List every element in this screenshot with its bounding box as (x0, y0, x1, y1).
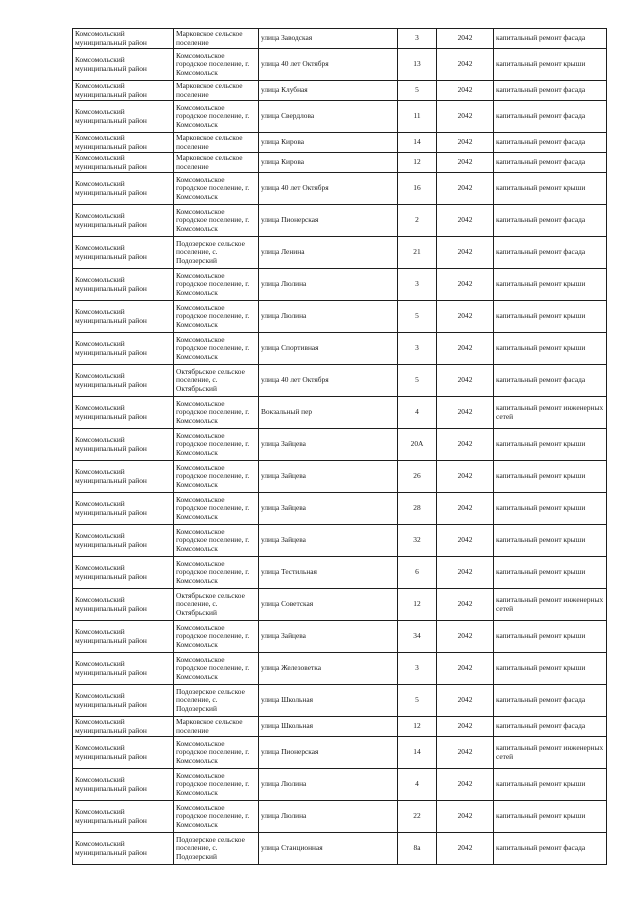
year-cell: 2042 (437, 49, 494, 81)
street-cell: улица Зайцева (259, 493, 398, 525)
table-row (73, 461, 607, 493)
year-cell: 2042 (437, 173, 494, 205)
table-row (73, 525, 607, 557)
district-cell: Комсомольский муниципальный район (73, 237, 174, 269)
street-cell: улица Тестильная (259, 557, 398, 589)
settlement-cell: Комсомольское городское поселение, г. Комсомольск (174, 173, 259, 205)
settlement-cell: Комсомольское городское поселение, г. Комсомольск (174, 269, 259, 301)
house-number-cell: 5 (398, 301, 437, 333)
district-cell: Комсомольский муниципальный район (73, 769, 174, 801)
work-type-cell: капитальный ремонт крыши (494, 557, 607, 589)
house-number-cell: 12 (398, 153, 437, 173)
table-row (73, 653, 607, 685)
work-type-cell: капитальный ремонт крыши (494, 429, 607, 461)
street-cell: улица Школьная (259, 717, 398, 737)
table-row (73, 269, 607, 301)
repair-schedule-document (72, 28, 604, 865)
year-cell: 2042 (437, 685, 494, 717)
house-number-cell: 3 (398, 29, 437, 49)
year-cell: 2042 (437, 429, 494, 461)
settlement-cell: Комсомольское городское поселение, г. Комсомольск (174, 801, 259, 833)
district-cell: Комсомольский муниципальный район (73, 49, 174, 81)
street-cell: улица Клубная (259, 81, 398, 101)
street-cell: улица Люлина (259, 801, 398, 833)
work-type-cell: капитальный ремонт инженерных сетей (494, 589, 607, 621)
street-cell: улица Заводская (259, 29, 398, 49)
year-cell: 2042 (437, 365, 494, 397)
work-type-cell: капитальный ремонт крыши (494, 621, 607, 653)
work-type-cell: капитальный ремонт фасада (494, 101, 607, 133)
house-number-cell: 5 (398, 365, 437, 397)
street-cell: улица Ленина (259, 237, 398, 269)
house-number-cell: 3 (398, 269, 437, 301)
year-cell: 2042 (437, 101, 494, 133)
house-number-cell: 5 (398, 81, 437, 101)
street-cell: улица Свердлова (259, 101, 398, 133)
district-cell: Комсомольский муниципальный район (73, 801, 174, 833)
settlement-cell: Подозерское сельское поселение, с. Подозерский (174, 833, 259, 865)
street-cell: Вокзальный пер (259, 397, 398, 429)
district-cell: Комсомольский муниципальный район (73, 717, 174, 737)
work-type-cell: капитальный ремонт фасада (494, 205, 607, 237)
house-number-cell: 21 (398, 237, 437, 269)
year-cell: 2042 (437, 621, 494, 653)
year-cell: 2042 (437, 493, 494, 525)
street-cell: улица 40 лет Октября (259, 49, 398, 81)
settlement-cell: Комсомольское городское поселение, г. Комсомольск (174, 525, 259, 557)
settlement-cell: Комсомольское городское поселение, г. Комсомольск (174, 737, 259, 769)
district-cell: Комсомольский муниципальный район (73, 589, 174, 621)
street-cell: улица Люлина (259, 269, 398, 301)
street-cell: улица Пионерская (259, 737, 398, 769)
street-cell: улица 40 лет Октября (259, 365, 398, 397)
work-type-cell: капитальный ремонт крыши (494, 769, 607, 801)
table-row (73, 29, 607, 49)
district-cell: Комсомольский муниципальный район (73, 557, 174, 589)
district-cell: Комсомольский муниципальный район (73, 173, 174, 205)
work-type-cell: капитальный ремонт инженерных сетей (494, 737, 607, 769)
settlement-cell: Подозерское сельское поселение, с. Подозерский (174, 685, 259, 717)
work-type-cell: капитальный ремонт крыши (494, 49, 607, 81)
table-row (73, 205, 607, 237)
district-cell: Комсомольский муниципальный район (73, 29, 174, 49)
settlement-cell: Марковское сельское поселение (174, 133, 259, 153)
house-number-cell: 34 (398, 621, 437, 653)
district-cell: Комсомольский муниципальный район (73, 685, 174, 717)
year-cell: 2042 (437, 237, 494, 269)
table-row (73, 769, 607, 801)
settlement-cell: Октябрьское сельское поселение, с. Октябрьский (174, 365, 259, 397)
year-cell: 2042 (437, 269, 494, 301)
district-cell: Комсомольский муниципальный район (73, 101, 174, 133)
settlement-cell: Марковское сельское поселение (174, 153, 259, 173)
district-cell: Комсомольский муниципальный район (73, 365, 174, 397)
table-row (73, 173, 607, 205)
year-cell: 2042 (437, 133, 494, 153)
work-type-cell: капитальный ремонт крыши (494, 493, 607, 525)
work-type-cell: капитальный ремонт крыши (494, 333, 607, 365)
work-type-cell: капитальный ремонт фасада (494, 29, 607, 49)
house-number-cell: 14 (398, 737, 437, 769)
table-row (73, 365, 607, 397)
settlement-cell: Октябрьское сельское поселение, с. Октябрьский (174, 589, 259, 621)
table-row (73, 333, 607, 365)
settlement-cell: Комсомольское городское поселение, г. Комсомольск (174, 49, 259, 81)
house-number-cell: 32 (398, 525, 437, 557)
work-type-cell: капитальный ремонт крыши (494, 301, 607, 333)
year-cell: 2042 (437, 801, 494, 833)
house-number-cell: 11 (398, 101, 437, 133)
table-row (73, 429, 607, 461)
district-cell: Комсомольский муниципальный район (73, 493, 174, 525)
table-row (73, 101, 607, 133)
district-cell: Комсомольский муниципальный район (73, 333, 174, 365)
district-cell: Комсомольский муниципальный район (73, 737, 174, 769)
settlement-cell: Марковское сельское поселение (174, 29, 259, 49)
year-cell: 2042 (437, 301, 494, 333)
table-row (73, 301, 607, 333)
table-row (73, 685, 607, 717)
house-number-cell: 4 (398, 769, 437, 801)
repair-schedule-table (72, 28, 607, 865)
settlement-cell: Комсомольское городское поселение, г. Комсомольск (174, 653, 259, 685)
table-row (73, 49, 607, 81)
house-number-cell: 26 (398, 461, 437, 493)
settlement-cell: Комсомольское городское поселение, г. Комсомольск (174, 101, 259, 133)
house-number-cell: 3 (398, 653, 437, 685)
work-type-cell: капитальный ремонт инженерных сетей (494, 397, 607, 429)
house-number-cell: 20А (398, 429, 437, 461)
table-row (73, 801, 607, 833)
district-cell: Комсомольский муниципальный район (73, 133, 174, 153)
work-type-cell: капитальный ремонт фасада (494, 153, 607, 173)
table-row (73, 589, 607, 621)
house-number-cell: 13 (398, 49, 437, 81)
table-row (73, 81, 607, 101)
table-row (73, 237, 607, 269)
settlement-cell: Марковское сельское поселение (174, 717, 259, 737)
district-cell: Комсомольский муниципальный район (73, 525, 174, 557)
year-cell: 2042 (437, 589, 494, 621)
district-cell: Комсомольский муниципальный район (73, 653, 174, 685)
work-type-cell: капитальный ремонт фасада (494, 365, 607, 397)
table-body (73, 29, 607, 865)
year-cell: 2042 (437, 29, 494, 49)
year-cell: 2042 (437, 557, 494, 589)
table-row (73, 621, 607, 653)
street-cell: улица Зайцева (259, 461, 398, 493)
settlement-cell: Комсомольское городское поселение, г. Комсомольск (174, 493, 259, 525)
year-cell: 2042 (437, 81, 494, 101)
settlement-cell: Марковское сельское поселение (174, 81, 259, 101)
street-cell: улица Пионерская (259, 205, 398, 237)
street-cell: улица Люлина (259, 769, 398, 801)
work-type-cell: капитальный ремонт крыши (494, 801, 607, 833)
street-cell: улица Кирова (259, 153, 398, 173)
street-cell: улица Станционная (259, 833, 398, 865)
year-cell: 2042 (437, 397, 494, 429)
year-cell: 2042 (437, 737, 494, 769)
house-number-cell: 4 (398, 397, 437, 429)
work-type-cell: капитальный ремонт крыши (494, 461, 607, 493)
work-type-cell: капитальный ремонт фасада (494, 685, 607, 717)
street-cell: улица 40 лет Октября (259, 173, 398, 205)
settlement-cell: Комсомольское городское поселение, г. Комсомольск (174, 397, 259, 429)
settlement-cell: Комсомольское городское поселение, г. Комсомольск (174, 301, 259, 333)
house-number-cell: 12 (398, 717, 437, 737)
settlement-cell: Комсомольское городское поселение, г. Комсомольск (174, 333, 259, 365)
district-cell: Комсомольский муниципальный район (73, 621, 174, 653)
work-type-cell: капитальный ремонт фасада (494, 133, 607, 153)
district-cell: Комсомольский муниципальный район (73, 397, 174, 429)
house-number-cell: 12 (398, 589, 437, 621)
street-cell: улица Спортивная (259, 333, 398, 365)
district-cell: Комсомольский муниципальный район (73, 429, 174, 461)
district-cell: Комсомольский муниципальный район (73, 205, 174, 237)
table-row (73, 833, 607, 865)
work-type-cell: капитальный ремонт крыши (494, 269, 607, 301)
work-type-cell: капитальный ремонт крыши (494, 525, 607, 557)
settlement-cell: Подозерское сельское поселение, с. Подозерский (174, 237, 259, 269)
settlement-cell: Комсомольское городское поселение, г. Комсомольск (174, 557, 259, 589)
year-cell: 2042 (437, 153, 494, 173)
year-cell: 2042 (437, 717, 494, 737)
house-number-cell: 28 (398, 493, 437, 525)
work-type-cell: капитальный ремонт фасада (494, 81, 607, 101)
house-number-cell: 16 (398, 173, 437, 205)
work-type-cell: капитальный ремонт фасада (494, 717, 607, 737)
settlement-cell: Комсомольское городское поселение, г. Комсомольск (174, 461, 259, 493)
street-cell: улица Зайцева (259, 429, 398, 461)
house-number-cell: 5 (398, 685, 437, 717)
district-cell: Комсомольский муниципальный район (73, 153, 174, 173)
settlement-cell: Комсомольское городское поселение, г. Комсомольск (174, 205, 259, 237)
work-type-cell: капитальный ремонт фасада (494, 237, 607, 269)
year-cell: 2042 (437, 653, 494, 685)
street-cell: улица Кирова (259, 133, 398, 153)
street-cell: улица Школьная (259, 685, 398, 717)
street-cell: улица Зайцева (259, 621, 398, 653)
house-number-cell: 14 (398, 133, 437, 153)
year-cell: 2042 (437, 205, 494, 237)
table-row (73, 133, 607, 153)
table-row (73, 397, 607, 429)
year-cell: 2042 (437, 525, 494, 557)
table-row (73, 557, 607, 589)
settlement-cell: Комсомольское городское поселение, г. Комсомольск (174, 769, 259, 801)
year-cell: 2042 (437, 333, 494, 365)
district-cell: Комсомольский муниципальный район (73, 301, 174, 333)
year-cell: 2042 (437, 461, 494, 493)
table-row (73, 717, 607, 737)
house-number-cell: 8а (398, 833, 437, 865)
district-cell: Комсомольский муниципальный район (73, 81, 174, 101)
street-cell: улица Советская (259, 589, 398, 621)
district-cell: Комсомольский муниципальный район (73, 461, 174, 493)
house-number-cell: 2 (398, 205, 437, 237)
house-number-cell: 6 (398, 557, 437, 589)
table-row (73, 737, 607, 769)
table-row (73, 493, 607, 525)
house-number-cell: 3 (398, 333, 437, 365)
street-cell: улица Люлина (259, 301, 398, 333)
district-cell: Комсомольский муниципальный район (73, 833, 174, 865)
work-type-cell: капитальный ремонт фасада (494, 833, 607, 865)
street-cell: улица Зайцева (259, 525, 398, 557)
work-type-cell: капитальный ремонт крыши (494, 173, 607, 205)
year-cell: 2042 (437, 769, 494, 801)
settlement-cell: Комсомольское городское поселение, г. Комсомольск (174, 621, 259, 653)
district-cell: Комсомольский муниципальный район (73, 269, 174, 301)
year-cell: 2042 (437, 833, 494, 865)
work-type-cell: капитальный ремонт крыши (494, 653, 607, 685)
table-row (73, 153, 607, 173)
house-number-cell: 22 (398, 801, 437, 833)
street-cell: улица Железоветка (259, 653, 398, 685)
settlement-cell: Комсомольское городское поселение, г. Комсомольск (174, 429, 259, 461)
